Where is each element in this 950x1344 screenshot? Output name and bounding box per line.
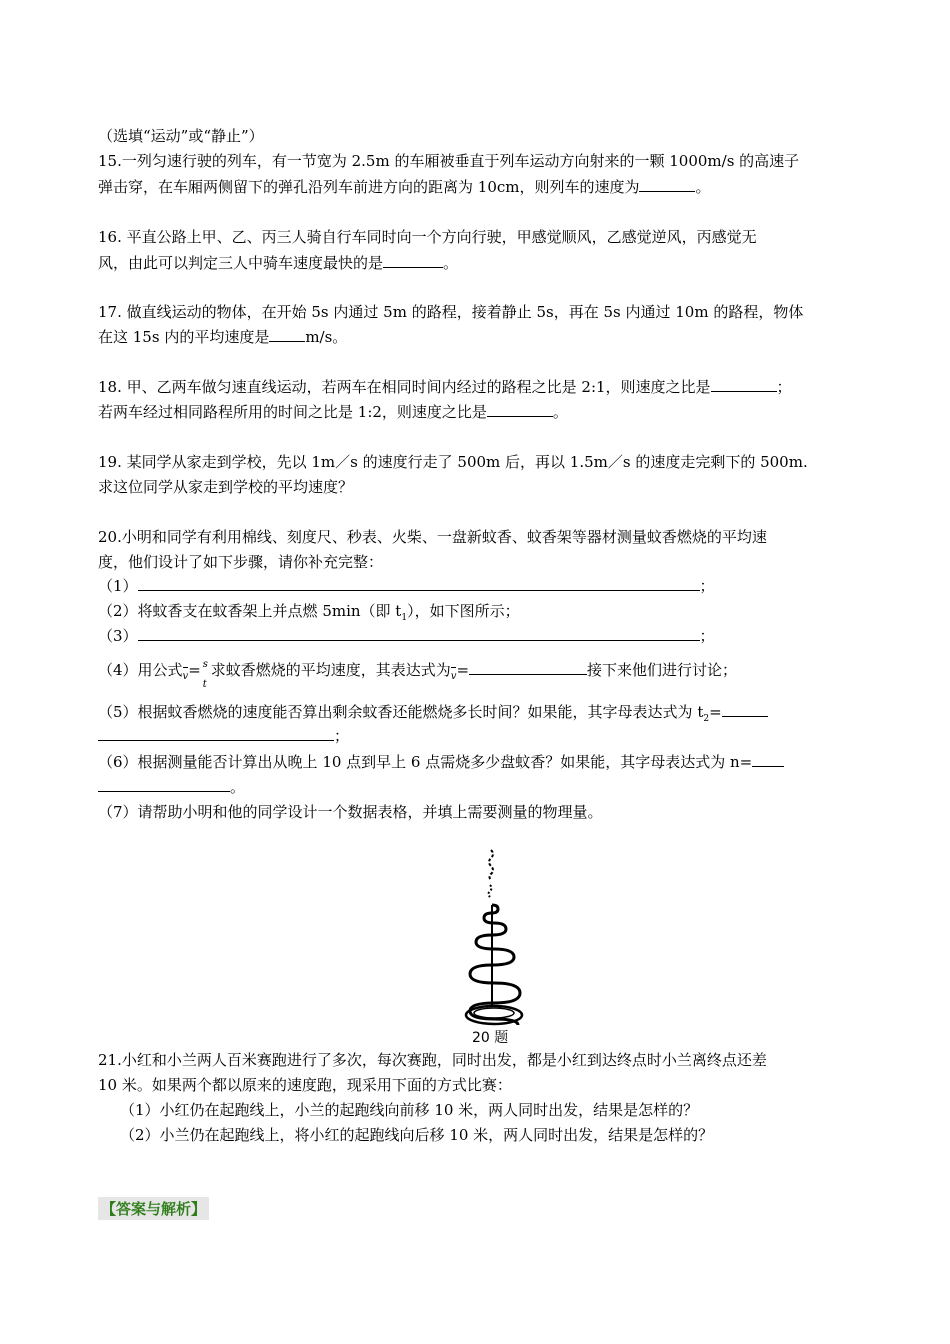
q20-step1: （1） ； [98,577,715,595]
q17-line1: 17. 做直线运动的物体，在开始 5s 内通过 5m 的路程，接着静止 5s，再在 5s 内通过 10m 的路程，物体 [98,303,804,321]
figure-caption: 20 题 [472,1030,509,1046]
q18-line1: 18. 甲、乙两车做匀速直线运动，若两车在相同时间内经过的路程之比是 2:1，则速度之比是 ； [98,378,792,396]
answer-blank [469,660,587,675]
q21-part2: （2）小兰仍在起跑线上，将小红的起跑线向后移 10 米，两人同时出发，结果是怎样的？ [120,1126,714,1144]
answer-blank [752,752,784,767]
q21-part1: （1）小红仍在起跑线上，小兰的起跑线向前移 10 米，两人同时出发，结果是怎样的？ [120,1101,699,1119]
q21-line1: 21.小红和小兰两人百米赛跑进行了多次，每次赛跑，同时出发，都是小红到达终点时小兰离终点还差 [98,1051,767,1069]
answer-section-heading: 【答案与解析】 [98,1197,209,1220]
q16-line1: 16. 平直公路上甲、乙、丙三人骑自行车同时向一个方向行驶，甲感觉顺风，乙感觉逆风，丙感觉无 [98,228,757,246]
answer-blank [269,327,305,342]
q20-line1: 20.小明和同学有利用棉线、刻度尺、秒表、火柴、一盘新蚊香、蚊香架等器材测量蚊香燃烧的平均速 [98,528,767,546]
q17-line2: 在这 15s 内的平均速度是 m/s。 [98,328,348,346]
answer-blank [98,726,334,741]
q14-tail: （选填“运动”或“静止”） [98,127,264,145]
q15-line1: 15.一列匀速行驶的列车，有一节宽为 2.5m 的车厢被垂直于列车运动方向射来的一颗 1000m/s 的高速子 [98,152,800,170]
q21-line2: 10 米。如果两个都以原来的速度跑，现采用下面的方式比赛： [98,1076,512,1094]
answer-blank [639,177,695,192]
q20-step6-cont: 。 [98,777,245,797]
q19-line1: 19. 某同学从家走到学校，先以 1m／s 的速度行走了 500m 后，再以 1.5m／s 的速度走完剩下的 500m. [98,453,808,471]
answer-blank [711,377,777,392]
q19-line2: 求这位同学从家走到学校的平均速度？ [98,478,354,496]
mosquito-coil-figure [460,845,530,1045]
q20-step6: （6）根据测量能否计算出从晚上 10 点到早上 6 点需烧多少盘蚊香？如果能，其字母表达式为 n= [98,752,784,772]
q18-line2: 若两车经过相同路程所用的时间之比是 1:2，则速度之比是 。 [98,403,568,421]
q20-line2: 度，他们设计了如下步骤，请你补充完整： [98,553,384,571]
q20-step5: （5）根据蚊香燃烧的速度能否算出剩余蚊香还能燃烧多长时间？如果能，其字母表达式为 $t_2=$ [98,702,768,729]
q20-step2: （2）将蚊香支在蚊香架上并点燃 5min（即 $t_1$），如下图所示； [98,602,520,623]
q20-step4: （4）用公式v= s t 求蚊香燃烧的平均速度，其表达式为v= 接下来他们进行讨论； [98,659,738,690]
answer-blank [722,702,768,717]
q20-step5-cont: ； [98,726,349,746]
fraction-s-over-t: s t [202,659,208,690]
q16-line2: 风，由此可以判定三人中骑车速度最快的是 。 [98,254,459,272]
q15-line2: 弹击穿，在车厢两侧留下的弹孔沿列车前进方向的距离为 10cm，则列车的速度为 。 [98,178,711,196]
q20-step7: （7）请帮助小明和他的同学设计一个数据表格，并填上需要测量的物理量。 [98,803,603,821]
answer-blank [138,626,700,641]
q20-step3: （3） ； [98,627,715,645]
answer-blank [487,402,553,417]
answer-blank [138,576,700,591]
answer-blank [383,253,443,268]
answer-blank [98,777,230,792]
